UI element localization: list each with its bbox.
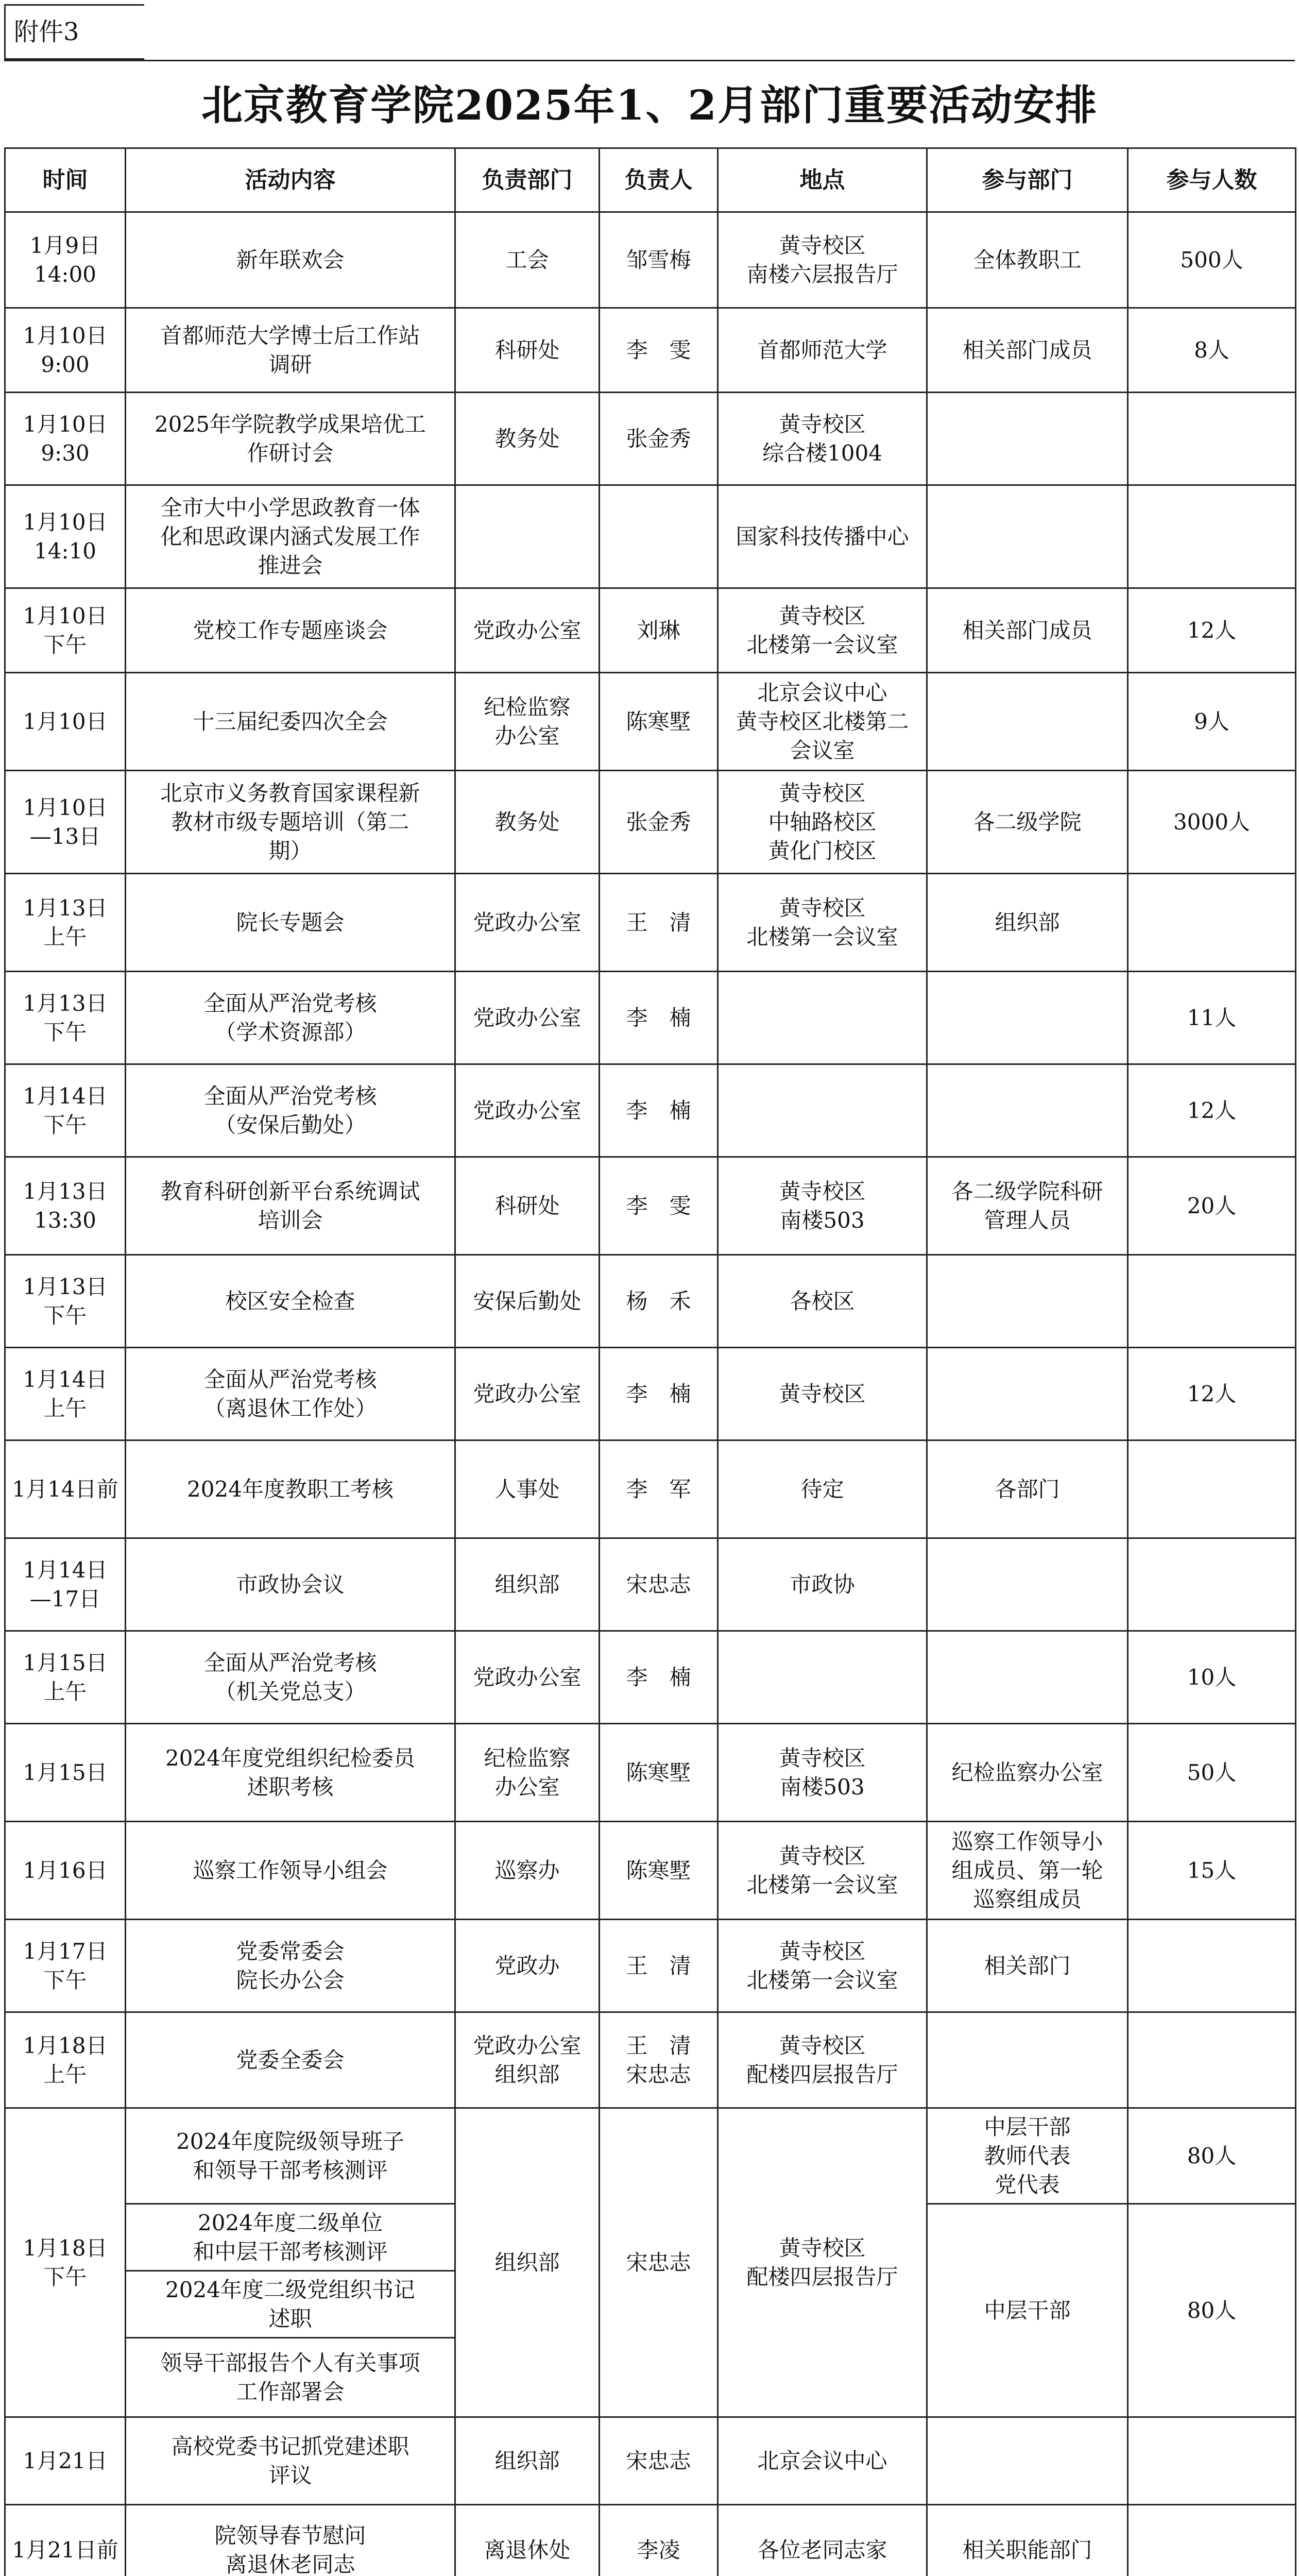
cell-place: 黄寺校区 南楼六层报告厅 xyxy=(718,212,927,308)
cell-place: 黄寺校区 南楼503 xyxy=(718,1157,927,1255)
cell-place: 北京会议中心 黄寺校区北楼第二 会议室 xyxy=(718,673,927,771)
cell-time: 1月14日 —17日 xyxy=(5,1538,126,1631)
cell-lead xyxy=(600,485,718,588)
cell-lead: 王 清 xyxy=(600,874,718,972)
cell-count: 10人 xyxy=(1128,1631,1296,1724)
header-time: 时间 xyxy=(5,148,126,212)
cell-lead: 刘琳 xyxy=(600,588,718,673)
cell-place xyxy=(718,1064,927,1157)
cell-dept: 组织部 xyxy=(455,1538,600,1631)
table-row xyxy=(5,393,1296,485)
cell-time: 1月13日 13:30 xyxy=(5,1157,126,1255)
table-row xyxy=(5,874,1296,972)
cell-participants xyxy=(927,1255,1128,1348)
cell-count xyxy=(1128,1920,1296,2012)
cell-time: 1月10日 9:00 xyxy=(5,308,126,393)
cell-participants: 中层干部 xyxy=(927,2204,1128,2417)
cell-dept xyxy=(455,485,600,588)
cell-time: 1月21日 xyxy=(5,2417,126,2505)
cell-dept: 党政办公室 xyxy=(455,588,600,673)
table-row xyxy=(5,2108,1296,2204)
cell-lead: 宋忠志 xyxy=(600,1538,718,1631)
cell-lead: 李 楠 xyxy=(600,1064,718,1157)
cell-dept: 离退休处 xyxy=(455,2505,600,2576)
cell-dept: 教务处 xyxy=(455,393,600,485)
cell-count xyxy=(1128,874,1296,972)
cell-participants xyxy=(927,1538,1128,1631)
cell-participants: 各二级学院科研 管理人员 xyxy=(927,1157,1128,1255)
cell-time: 1月14日 下午 xyxy=(5,1064,126,1157)
cell-content: 校区安全检查 xyxy=(126,1255,455,1348)
cell-lead: 李 雯 xyxy=(600,308,718,393)
table-row xyxy=(5,1064,1296,1157)
cell-content: 新年联欢会 xyxy=(126,212,455,308)
cell-time: 1月13日 下午 xyxy=(5,972,126,1064)
cell-count: 11人 xyxy=(1128,972,1296,1064)
cell-content: 领导干部报告个人有关事项 工作部署会 xyxy=(126,2338,455,2417)
cell-participants: 相关职能部门 xyxy=(927,2505,1128,2576)
cell-count: 12人 xyxy=(1128,1348,1296,1440)
table-row xyxy=(5,1255,1296,1348)
cell-dept: 安保后勤处 xyxy=(455,1255,600,1348)
cell-lead: 王 清 xyxy=(600,1920,718,2012)
cell-time: 1月16日 xyxy=(5,1822,126,1920)
cell-lead: 李 楠 xyxy=(600,1631,718,1724)
cell-place xyxy=(718,1631,927,1724)
cell-place: 黄寺校区 中轴路校区 黄化门校区 xyxy=(718,771,927,874)
schedule-table xyxy=(4,147,1296,2576)
cell-lead: 李 军 xyxy=(600,1440,718,1538)
cell-content: 十三届纪委四次全会 xyxy=(126,673,455,771)
cell-count: 15人 xyxy=(1128,1822,1296,1920)
cell-place: 待定 xyxy=(718,1440,927,1538)
cell-dept: 党政办公室 xyxy=(455,874,600,972)
cell-participants: 相关部门成员 xyxy=(927,588,1128,673)
cell-count xyxy=(1128,1440,1296,1538)
table-row xyxy=(5,2012,1296,2108)
cell-participants: 巡察工作领导小 组成员、第一轮 巡察组成员 xyxy=(927,1822,1128,1920)
cell-place: 黄寺校区 北楼第一会议室 xyxy=(718,874,927,972)
cell-time: 1月18日 上午 xyxy=(5,2012,126,2108)
cell-participants xyxy=(927,485,1128,588)
cell-participants xyxy=(927,1348,1128,1440)
title-band xyxy=(4,60,1295,147)
header-row xyxy=(5,148,1296,212)
cell-place: 黄寺校区 南楼503 xyxy=(718,1724,927,1822)
cell-count xyxy=(1128,2417,1296,2505)
cell-content: 巡察工作领导小组会 xyxy=(126,1822,455,1920)
table-row xyxy=(5,2505,1296,2576)
cell-lead: 李凌 xyxy=(600,2505,718,2576)
cell-content: 首都师范大学博士后工作站 调研 xyxy=(126,308,455,393)
cell-content: 2024年度教职工考核 xyxy=(126,1440,455,1538)
cell-count: 20人 xyxy=(1128,1157,1296,1255)
cell-place: 黄寺校区 北楼第一会议室 xyxy=(718,1920,927,2012)
cell-lead: 张金秀 xyxy=(600,771,718,874)
cell-content: 2024年度二级党组织书记 述职 xyxy=(126,2271,455,2338)
cell-count xyxy=(1128,393,1296,485)
cell-time: 1月13日 上午 xyxy=(5,874,126,972)
cell-dept: 党政办公室 xyxy=(455,972,600,1064)
table-row xyxy=(5,212,1296,308)
cell-content: 全面从严治党考核 （机关党总支） xyxy=(126,1631,455,1724)
cell-dept: 巡察办 xyxy=(455,1822,600,1920)
cell-participants: 各部门 xyxy=(927,1440,1128,1538)
cell-time: 1月14日 上午 xyxy=(5,1348,126,1440)
document-title: 北京教育学院2025年1、2月部门重要活动安排 xyxy=(201,81,1098,129)
cell-count: 80人 xyxy=(1128,2204,1296,2417)
cell-participants: 各二级学院 xyxy=(927,771,1128,874)
cell-count: 8人 xyxy=(1128,308,1296,393)
cell-time: 1月10日 下午 xyxy=(5,588,126,673)
cell-count xyxy=(1128,2505,1296,2576)
cell-content: 全面从严治党考核 （学术资源部） xyxy=(126,972,455,1064)
cell-count: 9人 xyxy=(1128,673,1296,771)
cell-content: 高校党委书记抓党建述职 评议 xyxy=(126,2417,455,2505)
cell-place: 黄寺校区 xyxy=(718,1348,927,1440)
cell-place xyxy=(718,972,927,1064)
table-row xyxy=(5,972,1296,1064)
cell-place: 黄寺校区 配楼四层报告厅 xyxy=(718,2108,927,2417)
header-lead: 负责人 xyxy=(600,148,718,212)
table-row xyxy=(5,1631,1296,1724)
cell-count: 50人 xyxy=(1128,1724,1296,1822)
cell-dept: 党政办公室 组织部 xyxy=(455,2012,600,2108)
table-row xyxy=(5,1440,1296,1538)
cell-dept: 党政办公室 xyxy=(455,1064,600,1157)
cell-place: 首都师范大学 xyxy=(718,308,927,393)
table-row xyxy=(5,771,1296,874)
table-row xyxy=(5,1538,1296,1631)
cell-participants xyxy=(927,1064,1128,1157)
cell-dept: 党政办公室 xyxy=(455,1631,600,1724)
cell-content: 2024年度二级单位 和中层干部考核测评 xyxy=(126,2204,455,2271)
cell-place: 各校区 xyxy=(718,1255,927,1348)
cell-place: 黄寺校区 配楼四层报告厅 xyxy=(718,2012,927,2108)
annex-label: 附件3 xyxy=(4,4,144,60)
header-place: 地点 xyxy=(718,148,927,212)
cell-count: 12人 xyxy=(1128,588,1296,673)
cell-count: 500人 xyxy=(1128,212,1296,308)
cell-content: 院长专题会 xyxy=(126,874,455,972)
cell-place: 黄寺校区 综合楼1004 xyxy=(718,393,927,485)
header-count: 参与人数 xyxy=(1128,148,1296,212)
cell-count xyxy=(1128,1255,1296,1348)
header-content: 活动内容 xyxy=(126,148,455,212)
cell-time: 1月15日 xyxy=(5,1724,126,1822)
cell-time: 1月10日 9:30 xyxy=(5,393,126,485)
cell-lead: 宋忠志 xyxy=(600,2417,718,2505)
cell-participants: 全体教职工 xyxy=(927,212,1128,308)
cell-participants: 组织部 xyxy=(927,874,1128,972)
cell-lead: 邹雪梅 xyxy=(600,212,718,308)
cell-participants: 相关部门 xyxy=(927,1920,1128,2012)
cell-content: 党校工作专题座谈会 xyxy=(126,588,455,673)
cell-participants xyxy=(927,393,1128,485)
cell-lead: 张金秀 xyxy=(600,393,718,485)
cell-dept: 科研处 xyxy=(455,1157,600,1255)
cell-time: 1月10日 xyxy=(5,673,126,771)
cell-time: 1月10日 —13日 xyxy=(5,771,126,874)
header-dept: 负责部门 xyxy=(455,148,600,212)
cell-lead: 陈寒墅 xyxy=(600,1822,718,1920)
table-row xyxy=(5,1348,1296,1440)
cell-content: 2025年学院教学成果培优工 作研讨会 xyxy=(126,393,455,485)
cell-time: 1月18日 下午 xyxy=(5,2108,126,2417)
cell-content: 院领导春节慰问 离退休老同志 xyxy=(126,2505,455,2576)
table-row xyxy=(5,1822,1296,1920)
cell-lead: 杨 禾 xyxy=(600,1255,718,1348)
cell-place: 黄寺校区 北楼第一会议室 xyxy=(718,588,927,673)
cell-content: 党委全委会 xyxy=(126,2012,455,2108)
cell-count xyxy=(1128,485,1296,588)
cell-dept: 人事处 xyxy=(455,1440,600,1538)
cell-place: 国家科技传播中心 xyxy=(718,485,927,588)
table-row xyxy=(5,1157,1296,1255)
cell-lead: 宋忠志 xyxy=(600,2108,718,2417)
cell-participants: 纪检监察办公室 xyxy=(927,1724,1128,1822)
cell-dept: 组织部 xyxy=(455,2108,600,2417)
cell-lead: 李 楠 xyxy=(600,972,718,1064)
cell-content: 全市大中小学思政教育一体 化和思政课内涵式发展工作 推进会 xyxy=(126,485,455,588)
cell-dept: 科研处 xyxy=(455,308,600,393)
cell-content: 全面从严治党考核 （安保后勤处） xyxy=(126,1064,455,1157)
cell-content: 北京市义务教育国家课程新 教材市级专题培训（第二 期） xyxy=(126,771,455,874)
cell-time: 1月13日 下午 xyxy=(5,1255,126,1348)
cell-time: 1月14日前 xyxy=(5,1440,126,1538)
cell-count: 12人 xyxy=(1128,1064,1296,1157)
table-row xyxy=(5,485,1296,588)
cell-content: 党委常委会 院长办公会 xyxy=(126,1920,455,2012)
cell-content: 2024年度院级领导班子 和领导干部考核测评 xyxy=(126,2108,455,2204)
cell-content: 市政协会议 xyxy=(126,1538,455,1631)
table-body xyxy=(5,212,1296,2576)
table-row xyxy=(5,588,1296,673)
table-row xyxy=(5,1724,1296,1822)
cell-participants xyxy=(927,2012,1128,2108)
cell-participants xyxy=(927,1631,1128,1724)
cell-dept: 党政办公室 xyxy=(455,1348,600,1440)
cell-dept: 党政办 xyxy=(455,1920,600,2012)
cell-lead: 李 雯 xyxy=(600,1157,718,1255)
cell-lead: 陈寒墅 xyxy=(600,673,718,771)
cell-dept: 组织部 xyxy=(455,2417,600,2505)
cell-participants xyxy=(927,972,1128,1064)
cell-lead: 李 楠 xyxy=(600,1348,718,1440)
cell-content: 2024年度党组织纪检委员 述职考核 xyxy=(126,1724,455,1822)
cell-time: 1月9日 14:00 xyxy=(5,212,126,308)
cell-lead: 王 清 宋忠志 xyxy=(600,2012,718,2108)
cell-place: 北京会议中心 xyxy=(718,2417,927,2505)
cell-participants xyxy=(927,673,1128,771)
table-row xyxy=(5,2417,1296,2505)
cell-count: 3000人 xyxy=(1128,771,1296,874)
cell-dept: 纪检监察 办公室 xyxy=(455,673,600,771)
cell-time: 1月15日 上午 xyxy=(5,1631,126,1724)
header-participants: 参与部门 xyxy=(927,148,1128,212)
cell-time: 1月17日 下午 xyxy=(5,1920,126,2012)
cell-content: 教育科研创新平台系统调试 培训会 xyxy=(126,1157,455,1255)
cell-dept: 纪检监察 办公室 xyxy=(455,1724,600,1822)
cell-lead: 陈寒墅 xyxy=(600,1724,718,1822)
cell-participants xyxy=(927,2417,1128,2505)
cell-count: 80人 xyxy=(1128,2108,1296,2204)
cell-time: 1月21日前 xyxy=(5,2505,126,2576)
cell-participants: 中层干部 教师代表 党代表 xyxy=(927,2108,1128,2204)
cell-dept: 工会 xyxy=(455,212,600,308)
cell-time: 1月10日 14:10 xyxy=(5,485,126,588)
cell-place: 市政协 xyxy=(718,1538,927,1631)
table-row xyxy=(5,1920,1296,2012)
cell-place: 黄寺校区 北楼第一会议室 xyxy=(718,1822,927,1920)
cell-place: 各位老同志家 xyxy=(718,2505,927,2576)
cell-content: 全面从严治党考核 （离退休工作处） xyxy=(126,1348,455,1440)
cell-participants: 相关部门成员 xyxy=(927,308,1128,393)
cell-count xyxy=(1128,1538,1296,1631)
table-row xyxy=(5,308,1296,393)
cell-count xyxy=(1128,2012,1296,2108)
cell-dept: 教务处 xyxy=(455,771,600,874)
table-row xyxy=(5,673,1296,771)
